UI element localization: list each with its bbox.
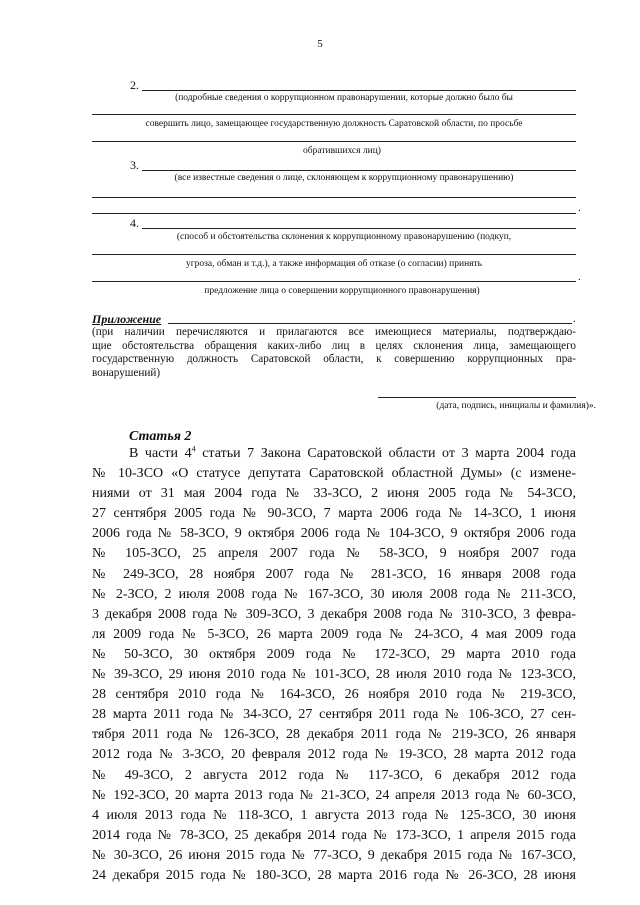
item-2-caption-1: (подробные сведения о коррупционном правонарушении, которые должно было бы <box>175 93 513 103</box>
article-body-line: 28 сентября 2010 года № 164-ЗСО, 26 ноября 2010 года № 219-ЗСО, <box>92 687 576 703</box>
item-2-caption-2: совершить лицо, замещающее государственную должность Саратовской области, по просьбе <box>145 119 523 129</box>
item-2-line-2 <box>92 114 576 115</box>
item-2-caption-3: обратившихся лиц) <box>303 146 381 156</box>
article-body-line: № 2-ЗСО, 2 июля 2008 года № 167-ЗСО, 30 июля 2008 года № 211-ЗСО, <box>92 586 576 602</box>
appendix-note-line: государственную должность Саратовской области, к совершению коррупционных пра- <box>92 353 576 366</box>
article-intro-start: В части 4 <box>129 446 192 461</box>
item-4-caption-2: угроза, обман и т.д.), а также информация об отказе (о согласии) принять <box>185 259 483 269</box>
appendix-end-mark: . <box>573 313 576 325</box>
article-body-line: тября 2011 года № 126-ЗСО, 28 декабря 2011 года № 219-ЗСО, 26 января <box>92 727 576 743</box>
item-3-caption-1: (все известные сведения о лице, склоняющем к коррупционному правонарушению) <box>174 173 514 183</box>
item-4-caption-3: предложение лица о совершении коррупционного правонарушения) <box>204 286 480 296</box>
article-body-line: № 192-ЗСО, 20 марта 2013 года № 21-ЗСО, 24 апреля 2013 года № 60-ЗСО, <box>92 787 576 803</box>
article-title: Статья 2 <box>129 429 192 444</box>
appendix-note-line: вонарушений) <box>92 366 161 379</box>
signature-line <box>378 397 576 398</box>
article-body-line: 2014 года № 78-ЗСО, 25 декабря 2014 года № 173-ЗСО, 1 апреля 2015 года <box>92 827 576 843</box>
article-body-line: № 30-ЗСО, 26 июня 2015 года № 77-ЗСО, 9 декабря 2015 года № 167-ЗСО, <box>92 847 576 863</box>
item-4-end-mark: . <box>578 271 581 283</box>
article-body-line: 2012 года № 3-ЗСО, 20 февраля 2012 года № 19-ЗСО, 28 марта 2012 года <box>92 747 576 763</box>
article-intro-line <box>92 444 576 464</box>
article-body-line: № 39-ЗСО, 29 июня 2010 года № 101-ЗСО, 28 июля 2010 года № 123-ЗСО, <box>92 667 576 683</box>
article-body-line: ля 2009 года № 5-ЗСО, 26 марта 2009 года № 24-ЗСО, 4 мая 2009 года <box>92 626 576 642</box>
article-body-line: 4 июля 2013 года № 118-ЗСО, 1 августа 2013 года № 125-ЗСО, 30 июня <box>92 807 576 823</box>
item-3-end-mark: . <box>578 202 581 214</box>
appendix-note <box>92 326 576 380</box>
item-4-caption-1: (способ и обстоятельства склонения к коррупционному правонарушению (подкуп, <box>176 232 512 242</box>
item-4-line-3 <box>92 281 576 282</box>
item-3-line-2 <box>92 197 576 198</box>
article-body-line: № 105-ЗСО, 25 апреля 2007 года № 58-ЗСО, 9 ноября 2007 года <box>92 546 576 562</box>
article-body-line: № 249-ЗСО, 28 ноября 2007 года № 281-ЗСО, 16 января 2008 года <box>92 566 576 582</box>
article-body-line: 3 декабря 2008 года № 309-ЗСО, 3 декабря 2008 года № 310-ЗСО, 3 февра- <box>92 606 576 622</box>
item-3-line-3 <box>92 213 576 214</box>
item-2-number: 2. <box>130 78 139 92</box>
article-body-line: № 50-ЗСО, 30 октября 2009 года № 172-ЗСО, 29 марта 2010 года <box>92 646 576 662</box>
appendix-line <box>168 323 572 324</box>
item-3-number: 3. <box>130 158 139 172</box>
article-body-line: 27 сентября 2005 года № 90-ЗСО, 7 марта 2006 года № 14-ЗСО, 1 июня <box>92 506 576 522</box>
article-body-line: 24 декабря 2015 года № 180-ЗСО, 28 марта 2016 года № 26-ЗСО, 28 июня <box>92 867 576 883</box>
page-number: 5 <box>317 38 323 50</box>
item-4-number: 4. <box>130 216 139 230</box>
article-body-line: ниями от 31 мая 2004 года № 33-ЗСО, 2 июня 2005 года № 54-ЗСО, <box>92 486 576 502</box>
item-3-line <box>142 170 576 171</box>
appendix-note-line: щие обстоятельства обращения каких-либо лиц в целях склонения лица, замещающего <box>92 339 576 352</box>
article-intro-end: статьи 7 Закона Саратовской области от 3 марта 2004 года <box>195 446 576 461</box>
article-body <box>92 444 576 886</box>
article-part-superscript: 4 <box>191 444 196 454</box>
item-2-line-3 <box>92 141 576 142</box>
article-body-line: 2006 года № 58-ЗСО, 9 октября 2006 года № 104-ЗСО, 9 октября 2006 года <box>92 526 576 542</box>
signature-caption: (дата, подпись, инициалы и фамилия)». <box>436 401 596 411</box>
appendix-note-line: (при наличии перечисляются и прилагаются все имеющиеся материалы, подтверждаю- <box>92 326 576 338</box>
item-2-line <box>142 90 576 91</box>
article-body-line: № 10-ЗСО «О статусе депутата Саратовской областной Думы» (с измене- <box>92 466 576 482</box>
appendix-label: Приложение <box>92 312 162 326</box>
item-4-line <box>142 228 576 229</box>
article-body-line: № 49-ЗСО, 2 августа 2012 года № 117-ЗСО, 6 декабря 2012 года <box>92 767 576 783</box>
article-body-line: 28 марта 2011 года № 34-ЗСО, 27 сентября 2011 года № 106-ЗСО, 27 сен- <box>92 707 576 723</box>
item-4-line-2 <box>92 254 576 255</box>
